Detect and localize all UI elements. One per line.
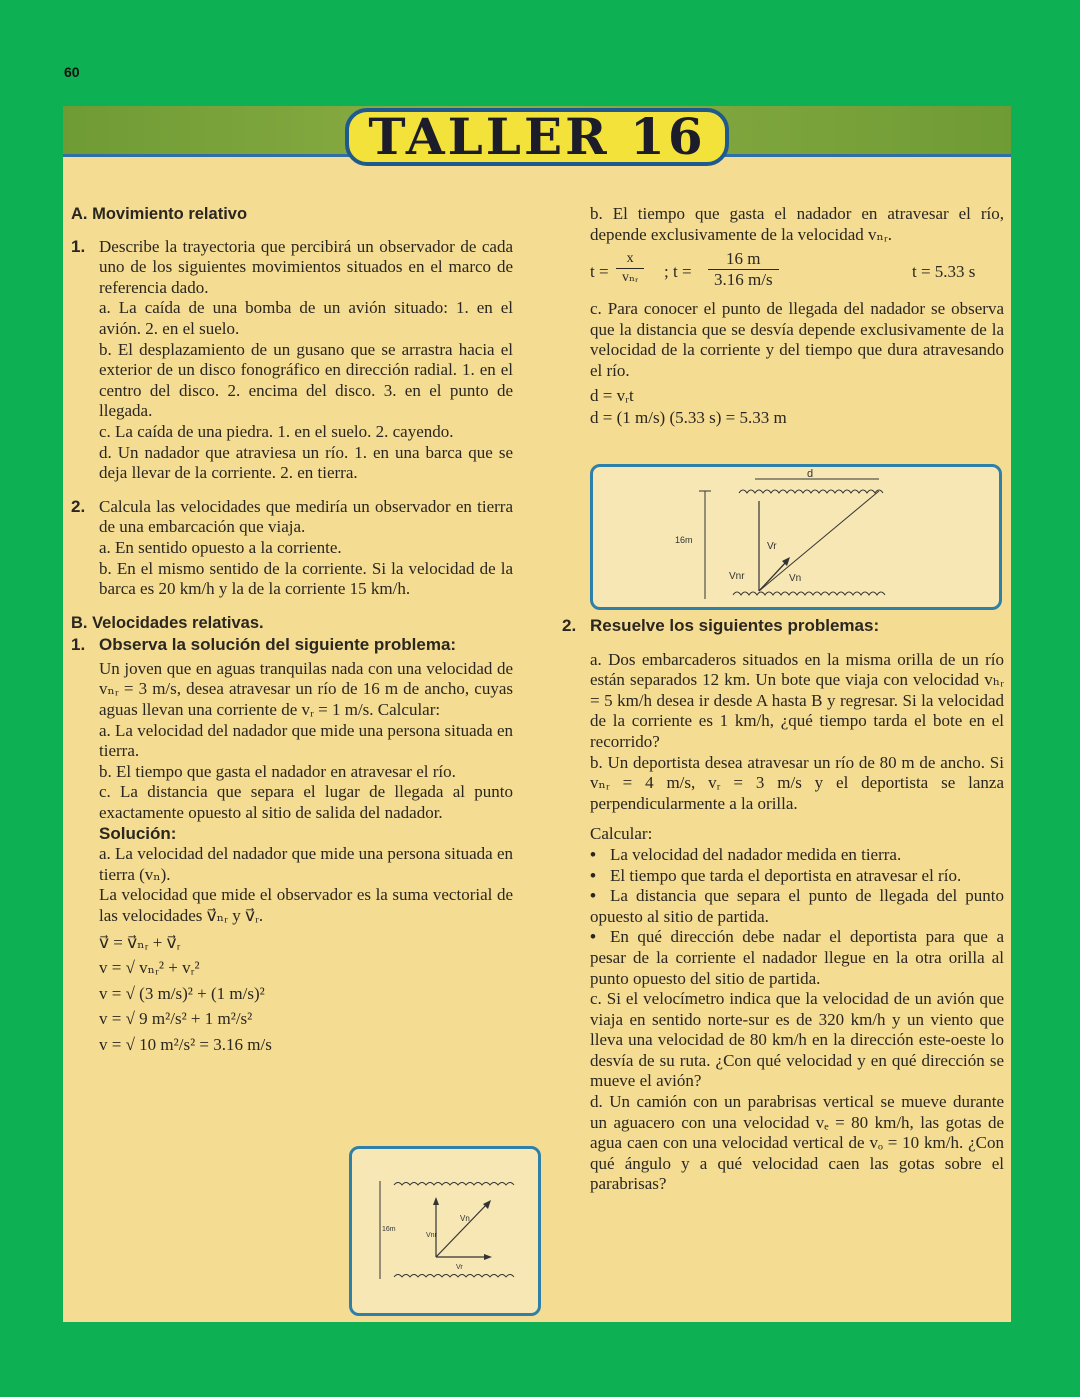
problem-set-heading xyxy=(562,616,1004,637)
bullet-icon: • xyxy=(590,886,596,906)
d-label: d xyxy=(807,468,814,480)
vector-diagram xyxy=(352,1149,538,1313)
problem-d: d. Un camión con un parabrisas vertical se mueve durante un aguacero con una velocidad vₑ = 80 km/h, las gotas de agua caen con una velocidad vertical de vₒ = 10 km/h. ¿Con qué ángulo y a qué velocidad caen las gotas sobre el parabrisas? xyxy=(590,1092,1004,1194)
vr-label: Vr xyxy=(456,1264,463,1271)
solution-label: Solución: xyxy=(99,823,177,843)
arrowhead-icon xyxy=(484,1254,492,1260)
riverbank-bottom xyxy=(733,592,885,595)
fraction-values xyxy=(708,249,779,290)
right-column xyxy=(590,204,1004,429)
bullet-text: La velocidad del nadador medida en tierra. xyxy=(610,844,902,864)
bullet-text: En qué dirección debe nadar el deportista para que a pesar de la corriente el nadador llegue en la otra orilla al punto opuesto del sitio de partida. xyxy=(590,927,1004,988)
question-number: 2. xyxy=(562,616,577,635)
question-number: 1. xyxy=(71,236,86,256)
right-column-problems xyxy=(562,616,1004,1195)
list-item: a. La caída de una bomba de un avión situado: 1. en el avión. 2. en el suelo. xyxy=(99,298,513,338)
bullet-text: La distancia que separa el punto de llegada del punto opuesto al sitio de partida. xyxy=(590,886,1004,926)
calc-label: Calcular: xyxy=(590,824,653,844)
list-item xyxy=(590,866,1004,887)
solution-part-c: c. Para conocer el punto de llegada del nadador se observa que la distancia que se desvía depende exclusivamente de la velocidad de la corriente y del tiempo que dura atravesando el río. xyxy=(590,299,1004,380)
equation-line: v = √ 9 m²/s² + 1 m²/s² xyxy=(99,1009,253,1029)
question-b1 xyxy=(71,635,513,656)
time-formula xyxy=(590,249,1004,293)
page-number: 60 xyxy=(64,64,80,80)
question-a1 xyxy=(71,237,513,299)
question-text: Describe la trayectoria que percibirá un observador de cada uno de los siguientes movimientos situados en el marco de referencia dado. xyxy=(99,236,513,297)
question-text: Calcula las velocidades que mediría un observador en tierra de una embarcación que viaja. xyxy=(99,496,513,537)
numerator: x xyxy=(616,250,644,269)
solution-part-b: b. El tiempo que gasta el nadador en atravesar el río, depende exclusivamente de la velocidad vₙᵣ. xyxy=(590,204,1004,244)
problem-statement: Un joven que en aguas tranquilas nada con una velocidad de vₙᵣ = 3 m/s, desea atravesar un río de 16 m de ancho, cuyas aguas llevan una corriente de vᵣ = 1 m/s. Calcular: xyxy=(99,658,513,720)
list-item: b. En el mismo sentido de la corriente. Si la velocidad de la barca es 20 km/h y la de la corriente 15 km/h. xyxy=(99,558,513,599)
problem-b: b. Un deportista desea atravesar un río de 80 m de ancho. Si vₙᵣ = 4 m/s, vᵣ = 3 m/s y el deportista se lanza perpendicularmente a la orilla. xyxy=(590,752,1004,813)
list-item: c. La distancia que separa el lugar de llegada al punto exactamente opuesto al sitio de salida del nadador. xyxy=(99,782,513,823)
question-a2 xyxy=(71,497,513,538)
riverbank-top xyxy=(394,1183,514,1186)
problem-list xyxy=(562,650,1004,1195)
equation-line: d = (1 m/s) (5.33 s) = 5.33 m xyxy=(590,408,787,428)
equation-line: v⃗ = v⃗ₙᵣ + v⃗ᵣ xyxy=(99,932,181,952)
question-number: 2. xyxy=(71,496,86,516)
list-item: d. Un nadador que atraviesa un río. 1. en una barca que se deja llevar de la corriente. 2. en tierra. xyxy=(99,442,513,483)
solution-part-a: a. La velocidad del nadador que mide una persona situada en tierra (vₙ). xyxy=(99,844,513,884)
problem-c: c. Si el velocímetro indica que la velocidad de un avión que viaja en sentido norte-sur es de 320 km/h y un viento que lleva una velocidad de 80 km/h en la dirección este-oeste lo desvía de su ruta. ¿Con qué velocidad y en qué dirección se mueve el avión? xyxy=(590,989,1004,1091)
list-item xyxy=(590,845,1004,866)
equation-line: v = √ vₙᵣ² + vᵣ² xyxy=(99,958,200,978)
vn-label: Vn xyxy=(460,1214,470,1223)
time-result: t = 5.33 s xyxy=(912,262,976,282)
list-item: c. La caída de una piedra. 1. en el suelo. 2. cayendo. xyxy=(99,421,454,441)
list-item xyxy=(590,886,1004,927)
width-label: 16m xyxy=(382,1226,396,1233)
equation-line: v = √ 10 m²/s² = 3.16 m/s xyxy=(99,1034,272,1054)
list-item: b. El tiempo que gasta el nadador en atravesar el río. xyxy=(99,761,456,781)
denominator: vₙᵣ xyxy=(622,270,639,286)
river-diagram-bottom xyxy=(349,1146,541,1316)
problem-a: a. Dos embarcaderos situados en la misma orilla de un río están separados 12 km. Un bote que viaja con velocidad vₕᵣ = 5 km/h desea ir desde A hasta B y regresar. Si la velocidad de la corriente es 1 km/h, ¿qué tiempo tarda el bote en el recorrido? xyxy=(590,649,1004,751)
section-a-heading: A. Movimiento relativo xyxy=(71,205,248,223)
vn-label: Vn xyxy=(789,573,802,584)
formula-t: t = xyxy=(590,262,609,282)
worksheet xyxy=(63,106,1011,1322)
question-text: Observa la solución del siguiente problema: xyxy=(99,635,457,655)
bullet-icon: • xyxy=(590,865,596,885)
formula-t-second: ; t = xyxy=(664,262,692,282)
numerator: 16 m xyxy=(708,249,779,270)
resultant-path xyxy=(759,491,879,591)
equation-line: d = vᵣt xyxy=(590,385,634,405)
list-item: a. En sentido opuesto a la corriente. xyxy=(99,537,342,557)
denominator: 3.16 m/s xyxy=(714,270,773,290)
bullet-icon: • xyxy=(590,927,596,947)
vnr-label: Vnr xyxy=(729,571,745,582)
fraction-x-vnr xyxy=(616,250,644,287)
river-diagram-top xyxy=(590,464,1002,610)
list-item: b. El desplazamiento de un gusano que se arrastra hacia el exterior de un disco fonográfico en dirección radial. 1. en el centro del disco. 2. encima del disco. 3. en el punto de llegada. xyxy=(99,339,513,421)
list-item: a. La velocidad del nadador que mide una persona situada en tierra. xyxy=(99,720,513,761)
vnr-label: Vnr xyxy=(426,1232,437,1239)
equation-line: v = √ (3 m/s)² + (1 m/s)² xyxy=(99,983,265,1003)
vr-label: Vr xyxy=(767,541,777,552)
riverbank-top xyxy=(739,490,883,493)
bullet-icon: • xyxy=(590,844,596,864)
riverbank-bottom xyxy=(394,1275,514,1278)
question-text: Resuelve los siguientes problemas: xyxy=(590,616,880,635)
left-column xyxy=(71,204,513,1056)
list-item xyxy=(590,927,1004,989)
vn-vector xyxy=(436,1203,488,1257)
solution-text: La velocidad que mide el observador es la suma vectorial de las velocidades v⃗ₙᵣ y v⃗ᵣ. xyxy=(99,885,513,925)
arrowhead-icon xyxy=(433,1197,439,1205)
vn-vector xyxy=(759,561,787,591)
bullet-text: El tiempo que tarda el deportista en atravesar el río. xyxy=(610,865,962,885)
question-number: 1. xyxy=(71,635,86,655)
section-b-heading: B. Velocidades relativas. xyxy=(71,613,264,632)
page-title: TALLER 16 xyxy=(345,108,729,166)
width-label: 16m xyxy=(675,535,693,545)
vector-diagram xyxy=(593,467,999,607)
